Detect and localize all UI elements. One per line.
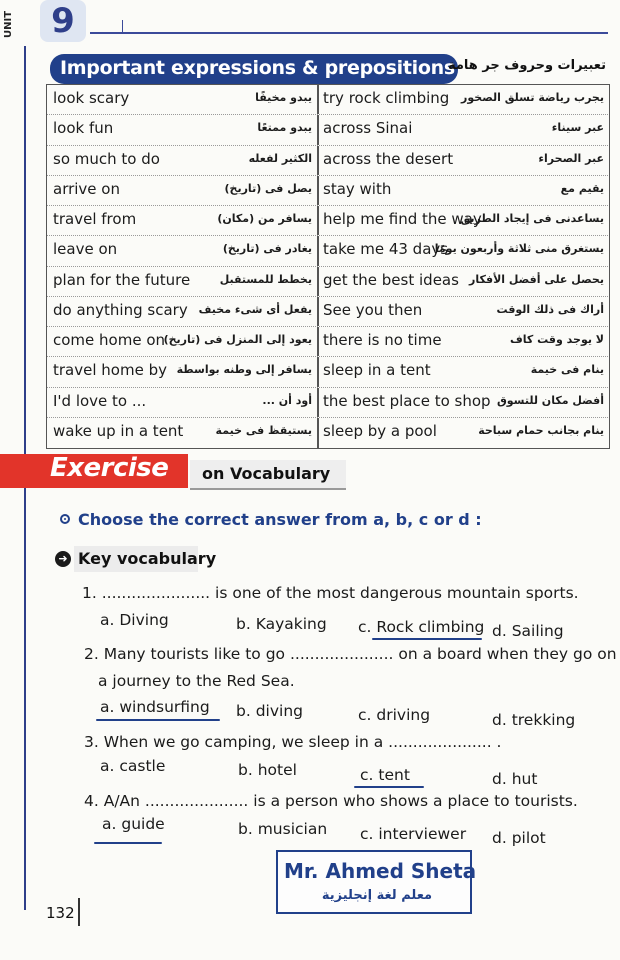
expression-left-arabic: يصل فى (تاريخ)	[224, 181, 312, 195]
unit-number-badge: 9	[40, 0, 86, 42]
table-row	[47, 297, 608, 327]
expressions-title-arabic: تعبيرات وحروف جر هامة	[447, 58, 606, 73]
header-rule	[90, 32, 608, 34]
question-3: 3. When we go camping, we sleep in a ..................... .	[84, 733, 502, 751]
column-divider	[317, 85, 319, 114]
expression-right-arabic: ينام فى خيمة	[530, 363, 604, 377]
expression-right-arabic: ينام بجانب حمام سباحة	[478, 423, 604, 437]
expression-right-arabic: عبر سيناء	[551, 121, 604, 135]
q1-option-c[interactable]: c. Rock climbing	[358, 618, 485, 636]
unit-label: UNIT	[3, 10, 14, 38]
q3-option-b[interactable]: b. hotel	[238, 761, 297, 779]
expression-left-arabic: أود أن ...	[262, 393, 312, 407]
table-row	[47, 85, 608, 115]
q3-option-c[interactable]: c. tent	[360, 766, 410, 784]
header-tick	[122, 20, 123, 32]
question-1: 1. ...................... is one of the most dangerous mountain sports.	[82, 584, 579, 602]
q4-answer-underline	[94, 842, 162, 844]
table-row	[47, 236, 608, 266]
page-number: 132	[46, 904, 75, 922]
table-row	[47, 388, 608, 418]
expression-left-arabic: يستيقظ فى خيمة	[215, 423, 312, 437]
expression-left-english: leave on	[53, 240, 118, 259]
vocabulary-tag-label: on Vocabulary	[202, 464, 331, 483]
q2-option-b[interactable]: b. diving	[236, 702, 303, 720]
table-row	[47, 206, 608, 236]
expression-right-english: across Sinai	[323, 119, 413, 138]
table-row	[47, 267, 608, 297]
expression-left-english: plan for the future	[53, 270, 191, 289]
column-divider	[317, 418, 319, 448]
q4-option-c[interactable]: c. interviewer	[360, 825, 467, 843]
expression-right-english: get the best ideas	[323, 270, 459, 289]
q1-option-b[interactable]: b. Kayaking	[236, 615, 327, 633]
q2-option-c[interactable]: c. driving	[358, 706, 431, 724]
expression-left-arabic: يفعل أى شىء مخيف	[198, 302, 312, 316]
column-divider	[317, 146, 319, 175]
expression-left-english: wake up in a tent	[53, 421, 184, 440]
q3-answer-underline	[354, 786, 424, 788]
expressions-table	[46, 84, 610, 449]
column-divider	[317, 267, 319, 296]
expression-right-arabic: لا يوجد وقت كاف	[510, 333, 604, 346]
expression-right-arabic: يحصل على أفضل الأفكار	[469, 272, 604, 286]
table-row	[47, 357, 608, 387]
q1-answer-underline	[372, 638, 482, 640]
question-2: 2. Many tourists like to go ..................... on a board when they go on	[84, 645, 617, 663]
expression-right-english: the best place to shop	[323, 391, 491, 410]
expression-left-arabic: يخطط للمستقبل	[219, 272, 312, 286]
expressions-title: Important expressions & prepositions	[60, 57, 455, 79]
expression-right-english: See you then	[323, 300, 423, 319]
expression-right-arabic: يستغرق منى ثلاثة وأربعون يومًا	[434, 242, 604, 256]
exercise-instruction: Choose the correct answer from a, b, c or d :	[78, 510, 482, 529]
expression-right-english: sleep by a pool	[323, 421, 437, 440]
q3-option-d[interactable]: d. hut	[492, 770, 538, 788]
teacher-title-arabic: معلم لغة إنجليزية	[321, 888, 433, 903]
column-divider	[317, 115, 319, 144]
column-divider	[317, 388, 319, 417]
q1-option-a[interactable]: a. Diving	[100, 611, 169, 629]
expression-right-arabic: أفضل مكان للتسوق	[496, 393, 604, 407]
expression-right-english: stay with	[323, 179, 392, 198]
q2-answer-underline	[96, 719, 220, 721]
table-row	[47, 327, 608, 357]
expression-left-english: look fun	[53, 119, 114, 138]
expression-right-english: sleep in a tent	[323, 361, 431, 380]
key-vocabulary-label: Key vocabulary	[78, 549, 217, 568]
page-number-rule	[78, 898, 80, 926]
expression-left-english: do anything scary	[53, 300, 188, 319]
exercise-title: Exercise	[50, 453, 169, 483]
expression-left-english: I'd love to ...	[53, 391, 147, 410]
exercise-banner-edge	[0, 454, 28, 488]
expression-left-arabic: يبدو مخيفًا	[255, 91, 312, 104]
expression-left-arabic: يعود إلى المنزل فى (تاريخ)	[163, 333, 312, 346]
expression-left-arabic: يبدو ممتعًا	[257, 121, 312, 135]
table-row	[47, 176, 608, 206]
expression-left-english: travel home by	[53, 361, 167, 380]
expression-right-english: across the desert	[323, 149, 454, 168]
expression-left-arabic: يسافر إلى وطنه بواسطة	[176, 363, 312, 377]
column-divider	[317, 297, 319, 326]
expression-left-arabic: يسافر من (مكان)	[217, 212, 312, 225]
expression-left-english: look scary	[53, 89, 130, 107]
expression-right-arabic: يجرب رياضة تسلق الصخور	[461, 91, 604, 104]
q3-option-a[interactable]: a. castle	[100, 757, 166, 775]
expression-right-arabic: يساعدنى فى إيجاد الطريق	[460, 212, 604, 225]
expression-left-english: so much to do	[53, 149, 160, 168]
expression-right-arabic: يقيم مع	[560, 181, 604, 195]
q2-option-a[interactable]: a. windsurfing	[100, 698, 210, 716]
teacher-name: Mr. Ahmed Sheta	[284, 859, 477, 883]
table-row	[47, 115, 608, 145]
expression-right-english: take me 43 days	[323, 240, 449, 259]
arrow-circle-icon: ➜	[55, 551, 71, 567]
expression-right-english: there is no time	[323, 331, 442, 349]
expression-left-arabic: الكثير لفعله	[248, 151, 312, 165]
expression-right-arabic: أراك فى ذلك الوقت	[496, 302, 604, 316]
expression-left-english: come home on	[53, 331, 166, 349]
expression-left-english: travel from	[53, 210, 137, 228]
column-divider	[317, 176, 319, 205]
q4-option-a[interactable]: a. guide	[102, 815, 165, 833]
q4-option-d[interactable]: d. pilot	[492, 829, 546, 847]
q4-option-b[interactable]: b. musician	[238, 820, 328, 838]
question-4: 4. A/An ..................... is a person who shows a place to tourists.	[84, 792, 578, 810]
expression-right-english: try rock climbing	[323, 89, 450, 107]
expression-right-english: help me find the way	[323, 210, 482, 228]
column-divider	[317, 327, 319, 356]
column-divider	[317, 206, 319, 235]
table-row	[47, 146, 608, 176]
expression-left-arabic: يغادر فى (تاريخ)	[222, 242, 312, 256]
column-divider	[317, 357, 319, 386]
table-row	[47, 418, 608, 448]
q1-option-d[interactable]: d. Sailing	[492, 622, 564, 640]
expression-left-english: arrive on	[53, 179, 120, 198]
target-bullet-icon	[60, 514, 70, 524]
q2-option-d[interactable]: d. trekking	[492, 711, 576, 729]
column-divider	[317, 236, 319, 265]
expression-right-arabic: عبر الصحراء	[538, 151, 604, 165]
question-2-continued: a journey to the Red Sea.	[98, 672, 295, 690]
